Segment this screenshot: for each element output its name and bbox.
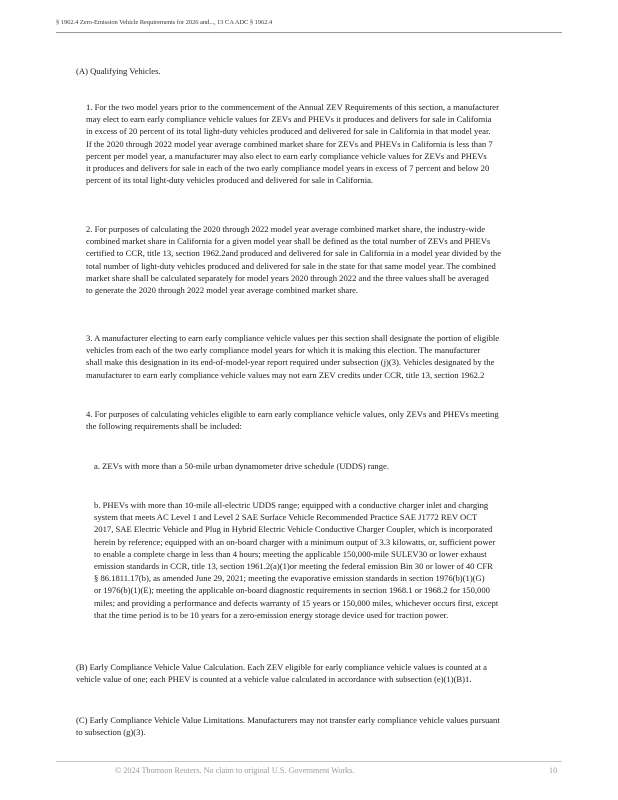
running-header: § 1962.4 Zero-Emission Vehicle Requirements for 2026 and..., 13 CA ADC § 1962.4 xyxy=(56,19,273,26)
footer-divider xyxy=(56,761,562,762)
paragraph-4: 4. For purposes of calculating vehicles eligible to earn early compliance vehicle values, only ZEVs and PHEVs meeting the following requirements shall be included: xyxy=(86,409,499,432)
paragraph-2: 2. For purposes of calculating the 2020 through 2022 model year average combined market share, the industry-wide combined market share in California for a given model year shall be defined as the total number of ZEVs and PHEVs certified to CCR, title 13, section 1962.2and produced and delivered for sale in California in a model year divided by the total number of light-duty vehicles produced and delivered for sale in the state for that same model year. The combined market share shall be calculated separately for model years 2020 through 2022 and the three values shall be averaged to generate the 2020 through 2022 model year average combined market share. xyxy=(86,224,502,296)
copyright-notice: © 2024 Thomson Reuters. No claim to original U.S. Government Works. xyxy=(115,766,355,775)
section-b-paragraph: (B) Early Compliance Vehicle Value Calculation. Each ZEV eligible for early compliance vehicle values is counted at a vehicle value of one; each PHEV is counted at a vehicle value calculated in accordance with subsection (e)(1)(B)1. xyxy=(76,662,487,685)
section-heading-a: (A) Qualifying Vehicles. xyxy=(76,66,161,76)
header-divider xyxy=(56,32,562,33)
section-c-paragraph: (C) Early Compliance Vehicle Value Limitations. Manufacturers may not transfer early compliance vehicle values pursuant to subsection (g)(3). xyxy=(76,715,500,738)
list-item-a: a. ZEVs with more than a 50-mile urban dynamometer drive schedule (UDDS) range. xyxy=(94,461,389,471)
list-item-b: b. PHEVs with more than 10-mile all-electric UDDS range; equipped with a conductive charger inlet and charging system that meets AC Level 1 and Level 2 SAE Surface Vehicle Recommended Practice SAE J1772 REV OCT 2017, SAE Electric Vehicle and Plug in Hybrid Electric Vehicle Conductive Charger Coupler, which is incorporated herein by reference; equipped with an on-board charger with a minimum output of 3.3 kilowatts, or, sufficient power to enable a complete charge in less than 4 hours; meeting the applicable 150,000-mile SULEV30 or lower exhaust emission standards in CCR, title 13, section 1961.2(a)(1)or meeting the federal emission Bin 30 or lower of 40 CFR § 86.1811.17(b), as amended June 29, 2021; meeting the evaporative emission standards in section 1976(b)(1)(G) or 1976(b)(1)(E); meeting the applicable on-board diagnostic requirements in section 1968.1 or 1968.2 for 150,000 miles; and providing a performance and defects warranty of 15 years or 150,000 miles, whichever occurs first, except that the time period is to be 10 years for a zero-emission energy storage device used for traction power. xyxy=(94,500,499,620)
paragraph-1: 1. For the two model years prior to the commencement of the Annual ZEV Requirements of this section, a manufacturer may elect to earn early compliance vehicle values for ZEVs and PHEVs it produces and delivers for sale in California in excess of 20 percent of its total light-duty vehicles produced and delivered for sale in California in that model year. If the 2020 through 2022 model year average combined market share for ZEVs and PHEVs in California is less than 7 percent per model year, a manufacturer may also elect to earn early compliance vehicle values for ZEVs and PHEVs it produces and delivers for sale in each of the two early compliance model years in excess of 7 percent and below 20 percent of its total light-duty vehicles produced and delivered for sale in California. xyxy=(86,102,499,186)
page-number: 10 xyxy=(549,766,558,775)
paragraph-3: 3. A manufacturer electing to earn early compliance vehicle values per this section shall designate the portion of eligible vehicles from each of the two early compliance model years for which it is making this election. The manufacturer shall make this designation in its end-of-model-year report required under subsection (j)(3). Vehicles designated by the manufacturer to earn early compliance vehicle values may not earn ZEV credits under CCR, title 13, section 1962.2 xyxy=(86,333,500,380)
